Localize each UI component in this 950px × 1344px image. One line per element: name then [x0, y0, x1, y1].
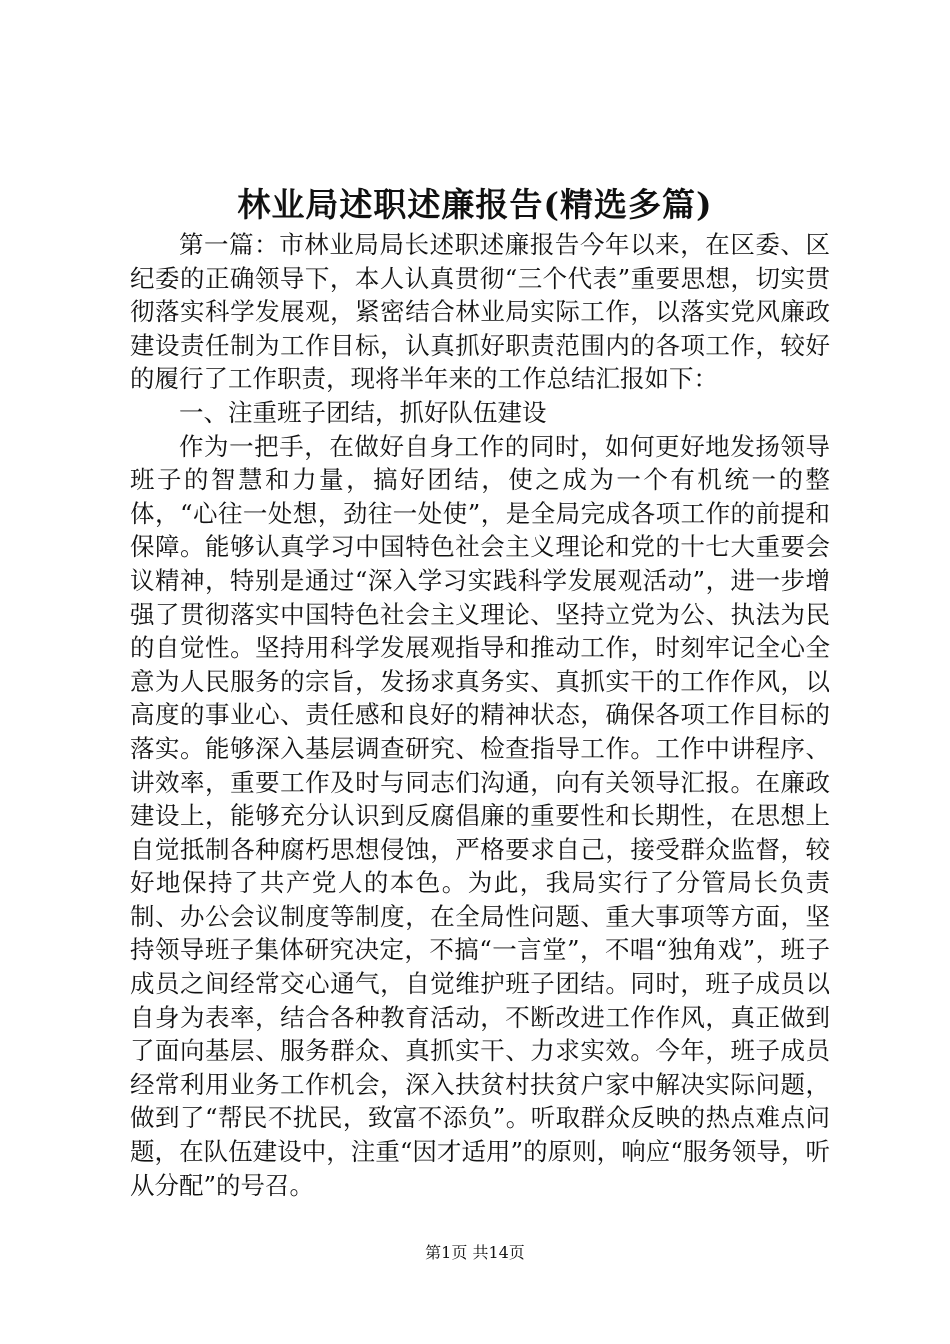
- section-heading: 一、注重班子团结，抓好队伍建设: [179, 397, 547, 427]
- document-body: [130, 228, 830, 1202]
- paragraph-intro: 第一篇：市林业局局长述职述廉报告今年以来，在区委、区纪委的正确领导下，本人认真贯彻“三个代表”重要思想，切实贯彻落实科学发展观，紧密结合林业局实际工作，以落实党风廉政建设责任制为工作目标，认真抓好职责范围内的各项工作，较好的履行了工作职责，现将半年来的工作总结汇报如下：: [130, 230, 830, 394]
- document-title: 林业局述职述廉报告(精选多篇): [237, 185, 713, 224]
- paragraph-main: 作为一把手，在做好自身工作的同时，如何更好地发扬领导班子的智慧和力量，搞好团结，使之成为一个有机统一的整体，“心往一处想，劲往一处使”，是全局完成各项工作的前提和保障。能够认真学习中国特色社会主义理论和党的十七大重要会议精神，特别是通过“深入学习实践科学发展观活动”，进一步增强了贯彻落实中国特色社会主义理论、坚持立党为公、执法为民的自觉性。坚持用科学发展观指导和推动工作，时刻牢记全心全意为人民服务的宗旨，发扬求真务实、真抓实干的工作作风，以高度的事业心、责任感和良好的精神状态，确保各项工作目标的落实。能够深入基层调查研究、检查指导工作。工作中讲程序、讲效率，重要工作及时与同志们沟通，向有关领导汇报。在廉政建设上，能够充分认识到反腐倡廉的重要性和长期性，在思想上自觉抵制各种腐朽思想侵蚀，严格要求自己，接受群众监督，较好地保持了共产党人的本色。为此，我局实行了分管局长负责制、办公会议制度等制度，在全局性问题、重大事项等方面，坚持领导班子集体研究决定，不搞“一言堂”，不唱“独角戏”，班子成员之间经常交心通气，自觉维护班子团结。同时，班子成员以自身为表率，结合各种教育活动，不断改进工作作风，真正做到了面向基层、服务群众、真抓实干、力求实效。今年，班子成员经常利用业务工作机会，深入扶贫村扶贫户家中解决实际问题，做到了“帮民不扰民，致富不添负”。听取群众反映的热点难点问题，在队伍建设中，注重“因才适用”的原则，响应“服务领导，听从分配”的号召。: [130, 431, 830, 1200]
- page-number-footer: 第1页 共14页: [425, 1243, 525, 1262]
